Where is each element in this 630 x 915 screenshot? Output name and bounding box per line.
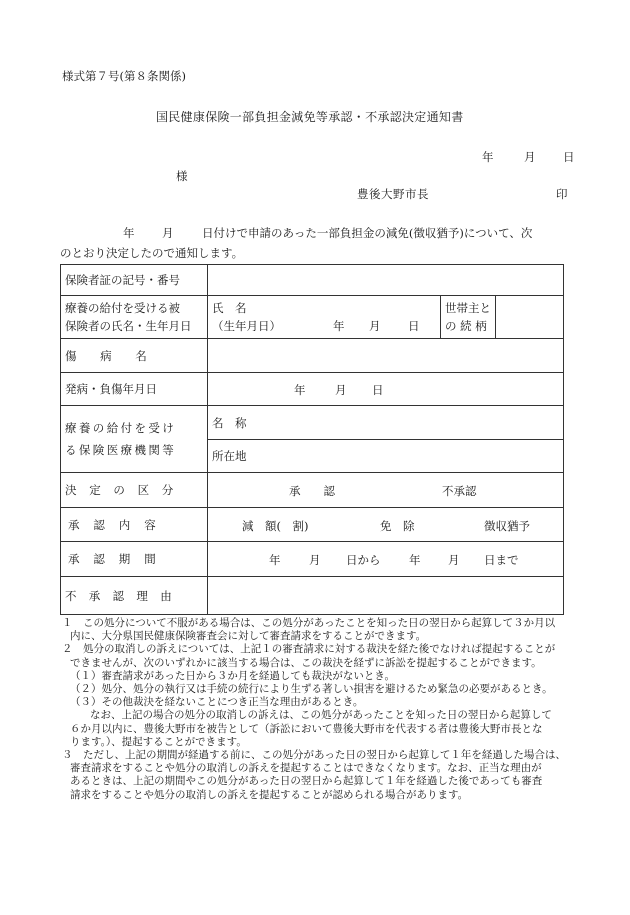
document-title: 国民健康保険一部負担金減免等承認・不承認決定通知書 bbox=[156, 110, 464, 124]
table-row bbox=[61, 339, 564, 373]
decision-type-field bbox=[208, 473, 564, 508]
disapprove-option[interactable]: 不承認 bbox=[442, 484, 477, 498]
table-row bbox=[61, 473, 564, 508]
issuer-name: 豊後大野市長 bbox=[357, 187, 429, 201]
insurance-number-field[interactable] bbox=[208, 265, 564, 296]
note-line: 内に、大分県国民健康保険審査会に対して審査請求をすることができます。 bbox=[70, 630, 427, 643]
intro-month: 月 bbox=[162, 226, 174, 240]
approval-period-label: 承 認 期 間 bbox=[61, 542, 208, 577]
onset-year-unit: 年 bbox=[294, 383, 306, 397]
note-line: ３ ただし、上記の期間が経過する前に、この処分があった日の翌日から起算して１年を経過した場合は、 bbox=[62, 749, 566, 762]
approval-period-field[interactable] bbox=[208, 542, 564, 577]
disease-field[interactable] bbox=[208, 339, 564, 373]
birth-month-unit: 月 bbox=[369, 319, 381, 333]
note-line: （１）審査請求があった日から３か月を経過しても裁決がないとき。 bbox=[70, 669, 395, 682]
insured-person-field[interactable] bbox=[208, 296, 441, 339]
note-line: 審査請求をすることや処分の取消しの訴えを提起することはできなくなります。なお、正当な理由が bbox=[70, 762, 542, 775]
disease-label: 傷 病 名 bbox=[61, 339, 208, 373]
note-line: １ この処分について不服がある場合は、この処分があったことを知った日の翌日から起算して３か月以 bbox=[62, 617, 556, 629]
table-row bbox=[61, 542, 564, 577]
onset-day-unit: 日 bbox=[372, 383, 384, 397]
birth-year-unit: 年 bbox=[333, 319, 345, 333]
medical-facility-label: 療養の給付を受け る保険医療機関等 bbox=[61, 406, 208, 473]
rejection-reason-field[interactable] bbox=[208, 577, 564, 615]
table-row bbox=[61, 265, 564, 296]
decision-type-label: 決 定 の 区 分 bbox=[61, 473, 208, 508]
table-row bbox=[61, 406, 564, 440]
period-from-text: 日から bbox=[346, 553, 381, 567]
intro-text: 日付けで申請のあった一部負担金の減免(徴収猶予)について、次 bbox=[202, 226, 533, 240]
rejection-reason-label: 不 承 認 理 由 bbox=[61, 577, 208, 615]
householder-relation-field[interactable] bbox=[496, 296, 564, 339]
addressee-suffix: 様 bbox=[176, 169, 188, 183]
onset-date-label: 発病・負傷年月日 bbox=[61, 373, 208, 406]
period-year-unit: 年 bbox=[269, 553, 281, 567]
facility-address-field[interactable] bbox=[208, 440, 564, 473]
notes-section bbox=[62, 617, 582, 802]
intro-text-2: のとおり決定したので通知します。 bbox=[60, 246, 244, 260]
period-year-unit-2: 年 bbox=[409, 553, 421, 567]
period-month-unit: 月 bbox=[309, 553, 321, 567]
facility-name-label: 名 称 bbox=[212, 415, 247, 430]
birth-day-unit: 日 bbox=[408, 319, 420, 333]
note-line: ２ 処分の取消しの訴えについては、上記１の審査請求に対する裁決を経た後でなければ提起することが bbox=[62, 643, 556, 656]
facility-address-label: 所在地 bbox=[212, 449, 247, 463]
facility-name-field[interactable] bbox=[208, 406, 564, 440]
note-line: ります。）、提起することができます。 bbox=[70, 735, 247, 748]
note-line: ６か月以内に、豊後大野市を被告として（訴訟において豊後大野市を代表する者は豊後大野市長とな bbox=[70, 722, 543, 735]
period-month-unit-2: 月 bbox=[448, 553, 460, 567]
deferral-option[interactable]: 徴収猶予 bbox=[484, 518, 530, 533]
date-year: 年 bbox=[482, 150, 494, 164]
note-line: できませんが、次のいずれかに該当する場合は、この裁決を経ずに訴訟を提起することができます。 bbox=[70, 656, 542, 669]
name-label: 氏 名 bbox=[212, 301, 247, 315]
date-day: 日 bbox=[563, 150, 575, 164]
reduction-option[interactable]: 減 額( 割) bbox=[242, 518, 309, 533]
seal-mark: 印 bbox=[556, 187, 568, 201]
approved-content-field bbox=[208, 508, 564, 542]
date-month: 月 bbox=[524, 150, 536, 164]
table-row bbox=[61, 373, 564, 406]
approved-content-label: 承 認 内 容 bbox=[61, 508, 208, 542]
form-number: 様式第７号(第８条関係) bbox=[62, 69, 186, 83]
exemption-option[interactable]: 免 除 bbox=[380, 518, 415, 533]
approve-option[interactable]: 承 認 bbox=[289, 484, 335, 498]
note-line: 請求をすることや処分の取消しの訴えを提起することが認められる場合があります。 bbox=[70, 788, 469, 801]
intro-year: 年 bbox=[123, 226, 135, 240]
insurance-number-label: 保険者証の記号・番号 bbox=[61, 265, 208, 296]
period-to-text: 日まで bbox=[484, 553, 519, 567]
note-line: なお、上記の場合の処分の取消しの訴えは、この処分があったことを知った日の翌日から起算して bbox=[90, 709, 552, 722]
onset-date-field[interactable] bbox=[208, 373, 564, 406]
householder-relation-label: 世帯主と の 続 柄 bbox=[441, 296, 496, 339]
onset-month-unit: 月 bbox=[335, 383, 347, 397]
note-line: あるときは、上記の期間やこの処分があった日の翌日から起算して１年を経過した後であっても審査 bbox=[70, 775, 543, 788]
decision-form-table bbox=[60, 264, 564, 615]
insured-person-label: 療養の給付を受ける被 保険者の氏名・生年月日 bbox=[61, 296, 208, 339]
note-line: （３）その他裁決を経ないことにつき正当な理由があるとき。 bbox=[70, 696, 364, 709]
note-line: （２）処分、処分の執行又は手続の続行により生ずる著しい損害を避けるため緊急の必要があるとき。 bbox=[70, 683, 553, 696]
table-row bbox=[61, 508, 564, 542]
birthdate-label: （生年月日） bbox=[212, 319, 281, 333]
table-row bbox=[61, 296, 564, 339]
table-row bbox=[61, 577, 564, 615]
